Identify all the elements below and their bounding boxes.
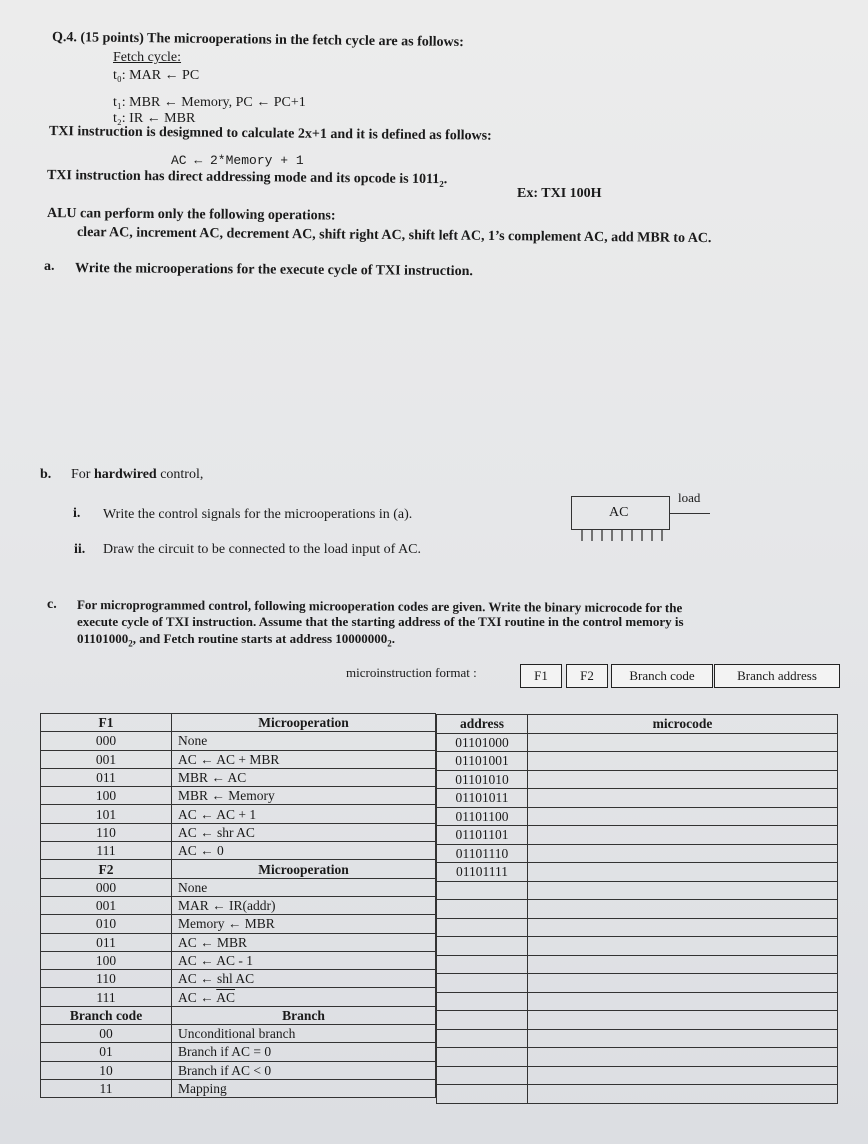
address-cell[interactable] <box>437 1011 528 1030</box>
part-c-start-address: 01101000 <box>77 631 129 646</box>
address-cell[interactable] <box>437 881 528 900</box>
microcode-cell[interactable] <box>528 733 838 752</box>
table-row <box>437 1048 838 1067</box>
part-c-line1-end: control, following microoperation codes are given. Write the binary microcode for the <box>205 597 683 616</box>
table-row <box>41 768 436 786</box>
part-a-text-end: of TXI instruction. <box>357 263 473 280</box>
table-row <box>437 1085 838 1104</box>
txi-mode-subscript: 2 <box>439 178 444 189</box>
f1-code: 101 <box>41 805 172 823</box>
ac-input-lines-icon <box>580 530 664 542</box>
microcode-cell[interactable] <box>528 1048 838 1067</box>
table-row <box>437 844 838 863</box>
address-cell[interactable] <box>437 1066 528 1085</box>
question-number: Q.4. <box>51 30 77 46</box>
address-cell[interactable] <box>437 918 528 937</box>
microcode-cell[interactable] <box>528 752 838 771</box>
branch-code: 00 <box>41 1025 172 1043</box>
branch-op: Branch if AC = 0 <box>172 1043 436 1061</box>
address-cell[interactable] <box>437 974 528 993</box>
microcode-cell[interactable] <box>528 974 838 993</box>
part-c-line3 <box>77 631 395 649</box>
address-header-row <box>437 715 838 734</box>
f1-code-header: F1 <box>41 714 172 732</box>
f2-code: 000 <box>41 878 172 896</box>
address-cell[interactable] <box>437 900 528 919</box>
table-row <box>41 750 436 768</box>
part-b-i-text: Write the control signals for the microoperations in (a). <box>103 507 413 522</box>
microcode-cell[interactable] <box>528 863 838 882</box>
f2-op: AC ← shl AC <box>172 970 436 988</box>
branch-op: Unconditional branch <box>172 1025 436 1043</box>
f1-op: AC ← shr AC <box>172 823 436 841</box>
txi-addressing-mode <box>47 168 447 189</box>
format-field-branch-address: Branch address <box>714 664 840 688</box>
address-cell: 01101000 <box>437 733 528 752</box>
f2-header-row <box>41 860 436 878</box>
f2-op <box>172 988 436 1006</box>
part-b-ii-label: ii. <box>74 542 86 557</box>
table-row <box>41 970 436 988</box>
table-row <box>437 974 838 993</box>
table-row <box>41 1043 436 1061</box>
f2-op: Memory ← MBR <box>172 915 436 933</box>
question-points: (15 points) <box>80 30 144 47</box>
address-cell: 01101101 <box>437 826 528 845</box>
part-b-text-start: For <box>71 467 94 482</box>
table-row <box>41 732 436 750</box>
fetch-step-1: t₁: MBR ← Memory, PC ← PC+1 <box>113 95 306 110</box>
f2-code: 001 <box>41 896 172 914</box>
part-a-text-start: Write the microoperations for the <box>74 261 280 278</box>
txi-mode-period: . <box>443 172 448 188</box>
load-input-line <box>670 513 710 514</box>
f1-code: 110 <box>41 823 172 841</box>
format-label: microinstruction format : <box>346 665 477 680</box>
f1-op: MBR ← Memory <box>172 787 436 805</box>
part-a-text <box>75 261 473 280</box>
microcode-cell[interactable] <box>528 955 838 974</box>
table-row <box>437 789 838 808</box>
branch-code: 11 <box>41 1079 172 1097</box>
microcode-cell[interactable] <box>528 807 838 826</box>
table-row <box>41 1079 436 1097</box>
fetch-step-0: t₀: MAR ← PC <box>113 68 200 83</box>
table-row <box>41 1025 436 1043</box>
f2-code: 110 <box>41 970 172 988</box>
table-row <box>437 992 838 1011</box>
f2-op-header: Microoperation <box>172 860 436 878</box>
f1-op: None <box>172 732 436 750</box>
branch-op-header: Branch <box>172 1006 436 1024</box>
branch-code: 01 <box>41 1043 172 1061</box>
part-c-fetch-address: , and Fetch routine starts at address 10000000 <box>132 631 388 646</box>
f2-code: 011 <box>41 933 172 951</box>
part-b-text <box>71 467 203 483</box>
table-row <box>41 787 436 805</box>
question-header <box>52 30 464 51</box>
microoperation-code-table <box>40 713 436 1098</box>
f2-op-prefix: AC ← <box>178 989 217 1005</box>
f2-code-header: F2 <box>41 860 172 878</box>
format-field-branch-code: Branch code <box>611 664 713 688</box>
txi-mode-text: TXI instruction has direct addressing mode and its opcode is 1011 <box>46 168 440 188</box>
alu-operations: clear AC, increment AC, decrement AC, shift right AC, shift left AC, 1’s complement AC, add MBR to AC. <box>76 225 712 247</box>
address-cell: 01101010 <box>437 770 528 789</box>
table-row <box>41 1061 436 1079</box>
address-cell: 01101100 <box>437 807 528 826</box>
part-c-subscript-1: 2 <box>128 638 133 649</box>
address-cell[interactable] <box>437 1085 528 1104</box>
table-row <box>437 955 838 974</box>
microcode-cell[interactable] <box>528 1085 838 1104</box>
branch-code-header: Branch code <box>41 1006 172 1024</box>
table-row <box>41 842 436 860</box>
format-field-f2: F2 <box>566 664 608 688</box>
table-row <box>437 807 838 826</box>
f1-code: 001 <box>41 750 172 768</box>
f1-op: MBR ← AC <box>172 768 436 786</box>
table-row <box>437 937 838 956</box>
table-row <box>437 826 838 845</box>
table-row <box>41 933 436 951</box>
microcode-cell[interactable] <box>528 992 838 1011</box>
format-field-f1: F1 <box>520 664 562 688</box>
fetch-cycle-title: Fetch cycle: <box>113 50 182 65</box>
table-row <box>437 900 838 919</box>
f2-op-complement: $\overline{AC}$ <box>216 989 236 1005</box>
f1-code: 111 <box>41 842 172 860</box>
f1-op: AC ← AC + 1 <box>172 805 436 823</box>
f1-op-header: Microoperation <box>172 714 436 732</box>
ac-register-label: AC <box>609 505 629 520</box>
address-cell[interactable] <box>437 1048 528 1067</box>
question-intro: The microoperations in the fetch cycle are as follows: <box>146 31 464 51</box>
f1-code: 100 <box>41 787 172 805</box>
f2-code: 111 <box>41 988 172 1006</box>
f2-op: MAR ← IR(addr) <box>172 896 436 914</box>
microcode-cell[interactable] <box>528 1066 838 1085</box>
address-cell[interactable] <box>437 937 528 956</box>
microcode-address-table <box>436 714 838 1104</box>
address-cell[interactable] <box>437 955 528 974</box>
f1-code: 000 <box>41 732 172 750</box>
f2-op: AC ← AC - 1 <box>172 951 436 969</box>
f2-code: 100 <box>41 951 172 969</box>
f2-op: None <box>172 878 436 896</box>
address-cell: 01101110 <box>437 844 528 863</box>
table-row <box>437 733 838 752</box>
microcode-cell[interactable] <box>528 900 838 919</box>
table-row <box>41 896 436 914</box>
table-row <box>41 878 436 896</box>
address-cell: 01101111 <box>437 863 528 882</box>
microcode-cell[interactable] <box>528 1029 838 1048</box>
part-b-label: b. <box>40 467 52 482</box>
part-c-label: c. <box>47 597 57 612</box>
part-b-i-label: i. <box>73 506 81 521</box>
part-c-line1-start: For <box>76 597 101 613</box>
part-b-ii-text: Draw the circuit to be connected to the load input of AC. <box>103 542 422 557</box>
address-header: address <box>437 715 528 734</box>
table-row <box>41 951 436 969</box>
f2-op: AC ← MBR <box>172 933 436 951</box>
load-label: load <box>678 490 701 505</box>
microcode-cell[interactable] <box>528 918 838 937</box>
branch-op: Branch if AC < 0 <box>172 1061 436 1079</box>
table-row <box>437 881 838 900</box>
txi-example: Ex: TXI 100H <box>517 186 602 201</box>
microcode-cell[interactable] <box>528 881 838 900</box>
address-cell[interactable] <box>437 992 528 1011</box>
table-row <box>437 1011 838 1030</box>
microcode-cell[interactable] <box>528 826 838 845</box>
f1-code: 011 <box>41 768 172 786</box>
f1-header-row <box>41 714 436 732</box>
address-cell: 01101011 <box>437 789 528 808</box>
branch-code: 10 <box>41 1061 172 1079</box>
table-row <box>437 1066 838 1085</box>
txi-definition: TXI instruction is desigmned to calculate 2x+1 and it is defined as follows: <box>48 124 492 144</box>
address-cell[interactable] <box>437 1029 528 1048</box>
part-c-line1-bold: microprogrammed <box>100 597 206 613</box>
microcode-header: microcode <box>528 715 838 734</box>
part-b-bold: hardwired <box>93 467 157 482</box>
table-row <box>41 915 436 933</box>
part-a-label: a. <box>44 259 55 274</box>
f2-code: 010 <box>41 915 172 933</box>
microcode-cell[interactable] <box>528 770 838 789</box>
microcode-cell[interactable] <box>528 844 838 863</box>
table-row <box>437 863 838 882</box>
f1-op: AC ← 0 <box>172 842 436 860</box>
fetch-step-2: t₂: IR ← MBR <box>113 111 196 126</box>
part-c-period: . <box>391 631 396 646</box>
microcode-cell[interactable] <box>528 789 838 808</box>
table-row <box>41 823 436 841</box>
table-row <box>437 918 838 937</box>
table-row <box>437 1029 838 1048</box>
part-a-bold: execute cycle <box>279 262 358 279</box>
address-cell: 01101001 <box>437 752 528 771</box>
alu-title: ALU can perform only the following operations: <box>46 206 336 224</box>
table-row <box>437 770 838 789</box>
microcode-cell[interactable] <box>528 937 838 956</box>
part-c-subscript-2: 2 <box>387 638 392 649</box>
branch-op: Mapping <box>172 1079 436 1097</box>
branch-header-row <box>41 1006 436 1024</box>
microcode-cell[interactable] <box>528 1011 838 1030</box>
table-row <box>41 988 436 1006</box>
txi-formula: AC ← 2*Memory + 1 <box>171 153 304 168</box>
table-row <box>41 805 436 823</box>
table-row <box>437 752 838 771</box>
part-b-text-end: control, <box>156 467 204 482</box>
f1-op: AC ← AC + MBR <box>172 750 436 768</box>
part-c-line2: execute cycle of TXI instruction. Assume that the starting address of the TXI routine in the control memory is <box>77 614 684 629</box>
